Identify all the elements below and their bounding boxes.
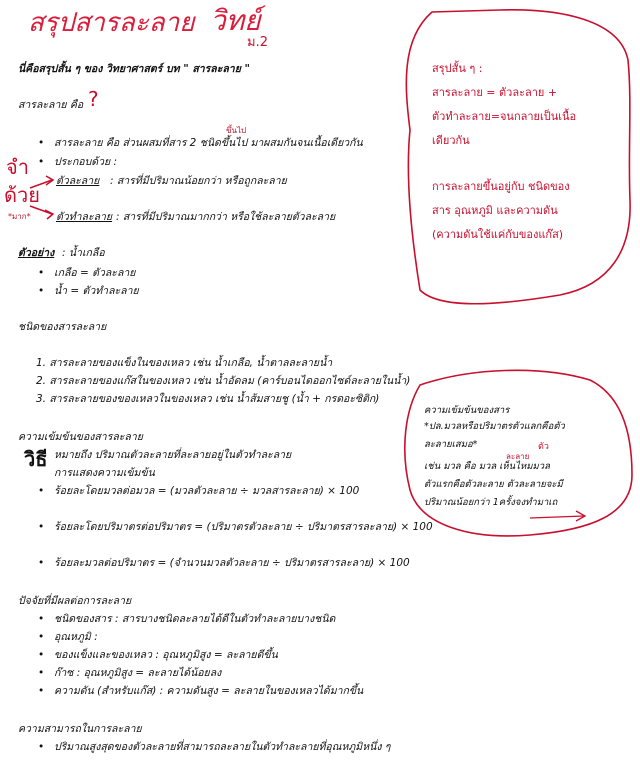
note1-line-7: สาร อุณหภูมิ และความดัน [432, 204, 558, 217]
note2-small-2: ตัว [538, 442, 549, 452]
types-heading: ชนิดของสารละลาย [18, 321, 107, 333]
memo-small: *มาก* [8, 212, 31, 221]
formula-3: • ร้อยละมวลต่อปริมาตร = (จำนวนมวลตัวละลาย ÷ ปริมาตรสารละลาย) × 100 [54, 556, 410, 570]
title-subject: วิทย์ [210, 4, 261, 37]
composed-label: • ประกอบด้วย : [54, 155, 117, 169]
factor-4: • ก๊าซ : อุณหภูมิสูง = ละลายได้น้อยลง [54, 666, 221, 680]
note2-line-6: ปริมาณน้อยกว่า 1ครั้งจงทำมาเถ [424, 497, 558, 508]
question-mark: ? [88, 87, 99, 111]
formula-2: • ร้อยละโดยปริมาตรต่อปริมาตร = (ปริมาตรตัวละลาย ÷ ปริมาตรสารละลาย) × 100 [54, 520, 433, 534]
memo-word-2: ด้วย [4, 183, 40, 207]
note2-line-1: ความเข้มข้นของสาร [424, 405, 510, 416]
note1-line-6: การละลายขึ้นอยู่กับ ชนิดของ [432, 180, 570, 193]
memo-word: จำ [6, 155, 29, 179]
title-grade: ม.2 [247, 35, 268, 50]
note1-line-1: สรุปสั้น ๆ : [432, 62, 483, 75]
method-word: วิธี [24, 447, 48, 471]
note1-line-8: (ความดันใช้แค่กับของแก๊ส) [432, 228, 564, 241]
question-what: สารละลาย คือ [18, 99, 84, 111]
solvent-term: ตัวทำละลาย [56, 211, 113, 223]
example-item-2: • น้ำ = ตัวทำละลาย [54, 284, 139, 298]
type-item-2: 2. สารละลายของแก๊สในของเหลว เช่น น้ำอัดลม (คาร์บอนไดออกไซด์ละลายในน้ำ) [36, 375, 411, 387]
factor-1: • ชนิดของสาร : สารบางชนิดละลายได้ดีในตัวทำละลายบางชนิด [54, 612, 335, 626]
solute-def: : สารที่มีปริมาณน้อยกว่า หรือถูกละลาย [110, 175, 287, 187]
note1-line-2: สารละลาย = ตัวละลาย + [432, 86, 558, 99]
definition-note: ขึ้นไป [226, 126, 247, 135]
definition: • สารละลาย คือ ส่วนผสมที่สาร 2 ชนิดขึ้นไป มาผสมกันจนเนื้อเดียวกัน [54, 136, 363, 150]
note2-line-5: ตัวแรกคือตัวละลาย ตัวละลายจะมี [424, 479, 563, 490]
solvent-def: : สารที่มีปริมาณมากกว่า หรือใช้ละลายตัวละลาย [116, 211, 336, 223]
example-item-1: • เกลือ = ตัวละลาย [54, 266, 135, 280]
note1-line-3: ตัวทำละลาย=จนกลายเป็นเนื้อ [432, 110, 577, 123]
solubility-heading: ความสามารถในการละลาย [18, 723, 142, 735]
example-label: ตัวอย่าง [18, 247, 55, 259]
note2-small: ละลาย [506, 452, 530, 461]
solubility-item: • ปริมาณสูงสุดของตัวละลายที่สามารถละลายในตัวทำละลายที่อุณหภูมิหนึ่ง ๆ [54, 740, 390, 754]
factors-heading: ปัจจัยที่มีผลต่อการละลาย [18, 595, 132, 607]
conc-how: การแสดงความเข้มข้น [54, 467, 155, 479]
conc-meaning: หมายถึง ปริมาณตัวละลายที่ละลายอยู่ในตัวทำละลาย [54, 449, 292, 461]
solute-term: ตัวละลาย [56, 175, 100, 187]
note1-line-4: เดียวกัน [432, 134, 470, 147]
type-item-1: 1. สารละลายของแข็งในของเหลว เช่น น้ำเกลือ, น้ำตาลละลายน้ำ [36, 357, 333, 369]
note-cloud-1 [406, 10, 630, 304]
example-value: : น้ำเกลือ [62, 247, 105, 259]
factor-2: • อุณหภูมิ : [54, 630, 98, 644]
formula-1: • ร้อยละโดยมวลต่อมวล = (มวลตัวละลาย ÷ มวลสารละลาย) × 100 [54, 484, 359, 498]
note2-line-3: ละลายเสมอ* [424, 439, 478, 450]
type-item-3: 3. สารละลายของของเหลวในของเหลว เช่น น้ำส้มสายชู (น้ำ + กรดอะซิติก) [36, 393, 380, 405]
note2-line-4: เช่น มวล คือ มวล เห็นไหมมวล [424, 461, 550, 472]
page-title: สรุปสารละลาย [28, 8, 195, 38]
intro-text: นี่คือสรุปสั้น ๆ ของ วิทยาศาสตร์ บท " สารละลาย " [18, 63, 250, 75]
conc-heading: ความเข้มข้นของสารละลาย [18, 431, 143, 443]
note2-line-2: *ปล.มวลหรือปริมาตรตัวแลกคือตัว [424, 421, 565, 432]
factor-5: • ความดัน (สำหรับแก๊ส) : ความดันสูง = ละลายในของเหลวได้มากขึ้น [54, 684, 363, 698]
factor-3: • ของแข็งและของเหลว : อุณหภูมิสูง = ละลายดีขึ้น [54, 648, 278, 662]
